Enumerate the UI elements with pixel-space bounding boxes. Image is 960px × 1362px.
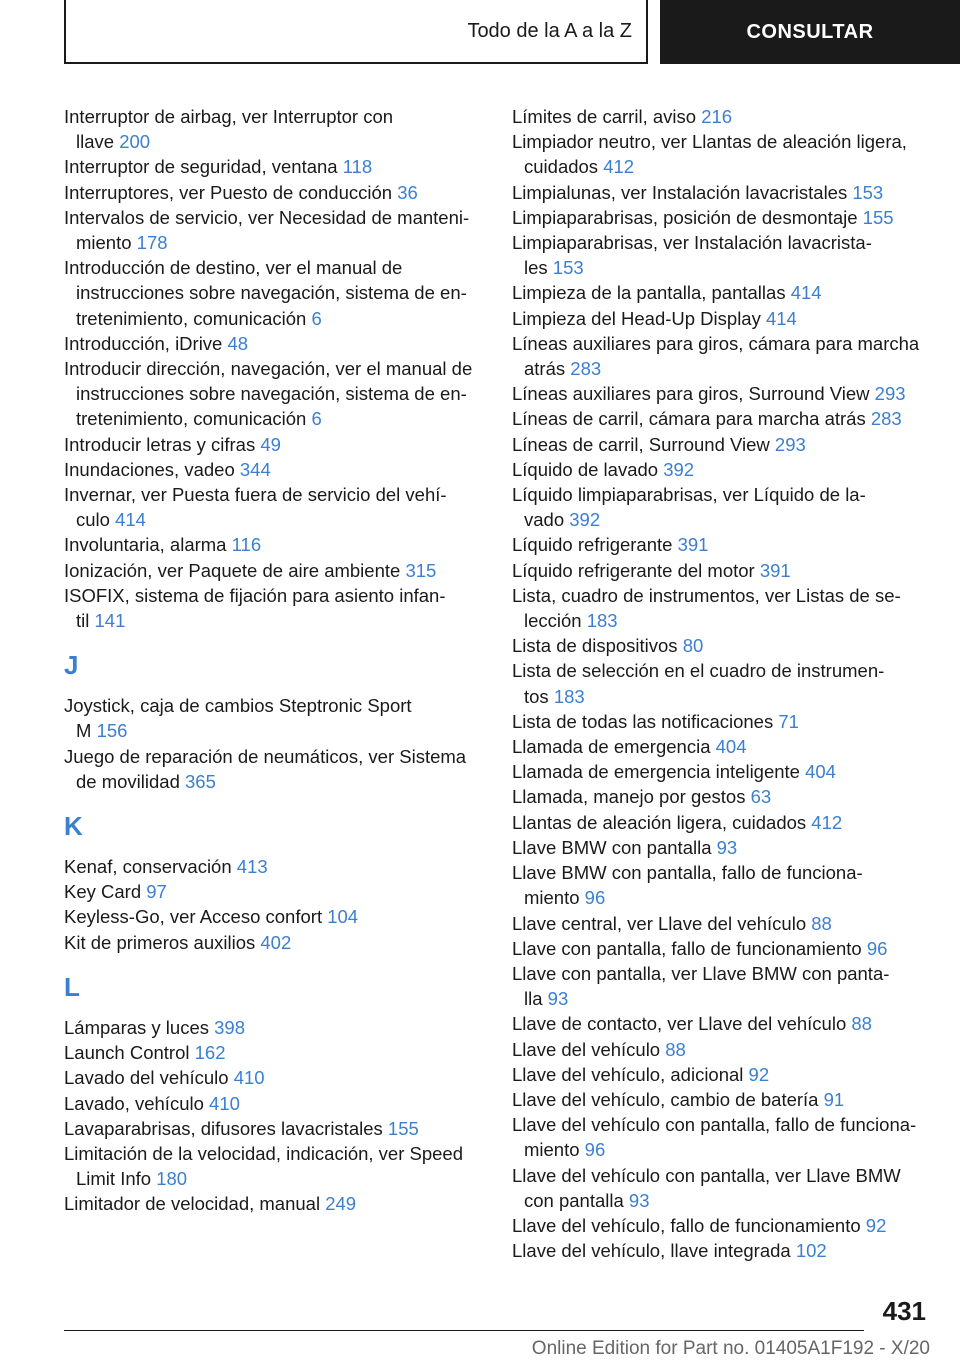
index-entry-text: Líneas auxiliares para giros, cámara para marcha atrás (512, 332, 920, 380)
index-entry (64, 1015, 484, 1040)
index-entry-text: Llave del vehículo, cambio de batería (512, 1088, 824, 1110)
page-reference-link[interactable]: 93 (547, 988, 569, 1010)
index-entry-text: Llave del vehículo con pantalla, fallo de funciona- miento (512, 1114, 917, 1161)
index-entry-text: Kit de primeros auxilios (64, 931, 261, 953)
index-entry-text: Introducción de destino, ver el manual de instrucciones sobre navegación, sistema de en- tretenimiento, comunicación (64, 257, 467, 329)
page-reference-link[interactable]: 391 (759, 559, 791, 581)
index-entry-text: Juego de reparación de neumáticos, ver Sistema de movilidad (64, 745, 467, 792)
page-reference-link[interactable]: 96 (584, 887, 606, 909)
index-entry-text: ISOFIX, sistema de fijación para asiento infan- til (64, 584, 446, 632)
index-entry (512, 734, 932, 759)
page-reference-link[interactable]: 155 (862, 206, 894, 228)
index-entry (512, 180, 932, 205)
index-entry (64, 1091, 484, 1116)
page-reference-link[interactable]: 200 (119, 131, 151, 153)
index-entry (512, 205, 932, 230)
index-entry-text: Lista, cuadro de instrumentos, ver Listas de se- lección (512, 584, 901, 632)
index-column-left (64, 104, 484, 1217)
index-entry-text: Límites de carril, aviso (512, 106, 702, 127)
index-entry-text: Lavado, vehículo (64, 1092, 210, 1114)
index-entry-text: Lista de dispositivos (512, 635, 683, 657)
index-entry-text: Líquido de lavado (512, 458, 664, 480)
page-reference-link[interactable]: 93 (716, 836, 738, 858)
page-reference-link[interactable]: 410 (233, 1067, 265, 1089)
page-reference-link[interactable]: 118 (342, 156, 373, 178)
index-entry (512, 104, 932, 129)
footer-edition-text: Online Edition for Part no. 01405A1F192 - X/20 (531, 1338, 930, 1359)
index-entry (64, 744, 484, 794)
page-reference-link[interactable]: 156 (96, 720, 128, 742)
page-reference-link[interactable]: 48 (227, 332, 249, 354)
index-entry (64, 205, 484, 255)
index-entry-text: Limitador de velocidad, manual (64, 1193, 326, 1215)
index-entry (512, 457, 932, 482)
index-entry-text: Limitación de la velocidad, indicación, ver Speed Limit Info (64, 1142, 464, 1190)
index-entry (64, 930, 484, 955)
index-entry-text: Líneas auxiliares para giros, Surround View (512, 383, 875, 405)
page-reference-link[interactable]: 404 (805, 761, 836, 783)
consultar-tab-label: CONSULTAR (746, 20, 874, 43)
index-entry (512, 280, 932, 305)
page-reference-link[interactable]: 183 (586, 610, 618, 632)
page-reference-link[interactable]: 392 (663, 458, 695, 480)
index-entry-text: Líneas de carril, cámara para marcha atrás (512, 408, 871, 430)
index-entry (64, 904, 484, 929)
index-entry-text: Líquido limpiaparabrisas, ver Líquido de la- vado (512, 484, 866, 531)
index-entry-text: Líneas de carril, Surround View (512, 433, 775, 455)
index-entry (512, 961, 932, 1011)
page-reference-link[interactable]: 398 (214, 1016, 245, 1038)
page-reference-link[interactable]: 365 (185, 770, 216, 792)
page-reference-link[interactable]: 92 (865, 1214, 887, 1236)
index-entry-text: Lavaparabrisas, difusores lavacristales (64, 1117, 388, 1139)
index-entry (512, 860, 932, 910)
index-entry (512, 1112, 932, 1162)
index-entry (512, 1062, 932, 1087)
index-entry (512, 129, 932, 179)
index-entry (512, 1037, 932, 1062)
index-entry-text: Limpiaparabrisas, posición de desmontaje (512, 206, 863, 228)
index-entry (512, 532, 932, 557)
page-reference-link[interactable]: 392 (569, 509, 601, 531)
index-entry-text: Interruptores, ver Puesto de conducción (64, 181, 398, 203)
index-entry-text: Llamada, manejo por gestos (512, 786, 751, 808)
index-entry (64, 104, 484, 154)
index-entry (64, 583, 484, 633)
page-reference-link[interactable]: 96 (866, 937, 888, 959)
index-entry-text: Llamada de emergencia (512, 736, 716, 758)
page-number: 431 (882, 1296, 926, 1326)
page-reference-link[interactable]: 414 (790, 282, 822, 304)
index-entry-text: Líquido refrigerante del motor (512, 559, 760, 581)
index-entry-text: Ionización, ver Paquete de aire ambiente (64, 559, 406, 581)
page-reference-link[interactable]: 391 (677, 534, 709, 556)
index-entry-text: Kenaf, conservación (64, 856, 237, 878)
index-entry (64, 532, 484, 557)
page-reference-link[interactable]: 178 (136, 232, 168, 254)
page-reference-link[interactable]: 402 (260, 931, 292, 953)
index-entry-text: Involuntaria, alarma (64, 534, 232, 556)
index-entry (512, 558, 932, 583)
index-entry-text: Llantas de aleación ligera, cuidados (512, 811, 812, 833)
index-letter-heading: L (64, 971, 80, 1002)
index-entry (512, 633, 932, 658)
index-entry (512, 709, 932, 734)
page-reference-link[interactable]: 216 (701, 106, 733, 127)
page-reference-link[interactable]: 93 (628, 1189, 650, 1211)
index-entry (512, 784, 932, 809)
page-reference-link[interactable]: 155 (387, 1117, 419, 1139)
page-reference-link[interactable]: 162 (194, 1042, 226, 1064)
page-reference-link[interactable]: 92 (748, 1063, 770, 1085)
index-entry (512, 1163, 932, 1213)
index-entry-text: Launch Control (64, 1042, 195, 1064)
page-reference-link[interactable]: 293 (874, 383, 906, 405)
index-entry-text: Keyless-Go, ver Acceso confort (64, 906, 328, 928)
index-entry (512, 1011, 932, 1036)
page-reference-link[interactable]: 6 (311, 408, 322, 430)
index-entry-text: Líquido refrigerante (512, 534, 678, 556)
index-entry-text: Limpiador neutro, ver Llantas de aleación ligera, cuidados (512, 131, 907, 178)
page-reference-link[interactable]: 410 (209, 1092, 240, 1114)
index-entry-text: Limpieza de la pantalla, pantallas (512, 282, 791, 304)
index-entry (64, 331, 484, 356)
index-entry (512, 381, 932, 406)
index-entry-text: Llamada de emergencia inteligente (512, 761, 806, 783)
page-reference-link[interactable]: 88 (811, 912, 832, 934)
index-entry (64, 1116, 484, 1141)
page-reference-link[interactable]: 414 (765, 307, 797, 329)
index-entry-text: Llave del vehículo, adicional (512, 1063, 749, 1085)
index-entry-text: Interruptor de airbag, ver Interruptor con llave (64, 106, 394, 153)
page-reference-link[interactable]: 102 (795, 1240, 827, 1262)
index-entry (64, 879, 484, 904)
index-entry-text: Introducir dirección, navegación, ver el manual de instrucciones sobre navegación, sistema de en- tretenimiento, comunicación (64, 358, 473, 430)
index-entry-text: Llave de contacto, ver Llave del vehículo (512, 1013, 852, 1035)
page-reference-link[interactable]: 283 (870, 408, 902, 430)
index-entry (512, 406, 932, 431)
index-entry (64, 482, 484, 532)
index-entry-text: Introducir letras y cifras (64, 433, 261, 455)
page-reference-link[interactable]: 104 (327, 906, 359, 928)
page-reference-link[interactable]: 36 (397, 181, 418, 203)
index-entry (512, 583, 932, 633)
index-entry (512, 1087, 932, 1112)
page-reference-link[interactable]: 414 (115, 509, 146, 531)
index-entry (512, 911, 932, 936)
index-entry-text: Interruptor de seguridad, ventana (64, 156, 343, 178)
footer-divider (64, 1330, 864, 1331)
index-entry (512, 1213, 932, 1238)
page-reference-link[interactable]: 97 (146, 881, 167, 903)
index-entry-text: Lámparas y luces (64, 1016, 215, 1038)
index-entry (512, 306, 932, 331)
index-entry-text: Key Card (64, 881, 147, 903)
index-entry (64, 1141, 484, 1191)
index-entry-text: Intervalos de servicio, ver Necesidad de manteni- miento (64, 206, 470, 254)
index-entry (64, 1191, 484, 1216)
index-entry-text: Lavado del vehículo (64, 1067, 234, 1089)
page-reference-link[interactable]: 180 (156, 1168, 188, 1190)
index-entry-text: Inundaciones, vadeo (64, 458, 240, 480)
index-entry-text: Lista de todas las notificaciones (512, 710, 779, 732)
index-entry-text: Joystick, caja de cambios Steptronic Sport M (64, 695, 412, 742)
index-entry (64, 558, 484, 583)
index-entry-text: Llave central, ver Llave del vehículo (512, 912, 812, 934)
index-entry-text: Llave del vehículo con pantalla, ver Llave BMW con pantalla (512, 1164, 901, 1211)
index-entry-text: Limpialunas, ver Instalación lavacristales (512, 181, 853, 203)
index-entry (512, 482, 932, 532)
page-reference-link[interactable]: 283 (570, 358, 602, 380)
index-entry (512, 810, 932, 835)
index-entry (512, 936, 932, 961)
index-entry-text: Llave con pantalla, ver Llave BMW con panta- lla (512, 962, 890, 1010)
index-entry (512, 432, 932, 457)
page-reference-link[interactable]: 116 (231, 534, 262, 556)
index-entry (64, 1040, 484, 1065)
index-entry-text: Introducción, iDrive (64, 332, 228, 354)
index-entry-text: Llave del vehículo, llave integrada (512, 1240, 796, 1262)
index-entry-text: Llave BMW con pantalla, fallo de funciona- miento (512, 862, 863, 909)
index-entry-text: Llave del vehículo, fallo de funcionamiento (512, 1214, 866, 1236)
page-reference-link[interactable]: 141 (94, 610, 126, 632)
page-reference-link[interactable]: 153 (552, 257, 584, 279)
index-entry (512, 658, 932, 708)
page-reference-link[interactable]: 63 (750, 786, 772, 808)
page-reference-link[interactable]: 293 (774, 433, 806, 455)
index-letter-heading: J (64, 650, 79, 681)
section-tab-label: Todo de la A a la Z (467, 19, 632, 42)
index-entry (512, 230, 932, 280)
index-entry (512, 331, 932, 381)
page-reference-link[interactable]: 49 (260, 433, 281, 455)
page-reference-link[interactable]: 404 (715, 736, 747, 758)
page-reference-link[interactable]: 96 (584, 1139, 606, 1161)
index-entry (512, 835, 932, 860)
index-entry (64, 255, 484, 331)
page-reference-link[interactable]: 88 (851, 1013, 872, 1035)
page-reference-link[interactable]: 413 (236, 856, 268, 878)
index-entry-text: Limpieza del Head-Up Display (512, 307, 766, 329)
page-reference-link[interactable]: 315 (405, 559, 437, 581)
index-entry-text: Limpiaparabrisas, ver Instalación lavacrista- les (512, 232, 872, 279)
index-entry (64, 356, 484, 432)
page-reference-link[interactable]: 412 (603, 156, 635, 178)
page-reference-link[interactable]: 6 (311, 307, 322, 329)
index-entry-text: Llave del vehículo (512, 1038, 666, 1060)
page-reference-link[interactable]: 183 (553, 685, 585, 707)
index-entry-text: Lista de selección en el cuadro de instrumen- tos (512, 660, 885, 707)
index-entry (64, 693, 484, 743)
index-entry (64, 432, 484, 457)
consultar-tab[interactable] (660, 0, 960, 64)
index-entry (512, 1238, 932, 1263)
index-entry (64, 180, 484, 205)
index-entry (512, 759, 932, 784)
page-reference-link[interactable]: 80 (682, 635, 704, 657)
page-reference-link[interactable]: 88 (665, 1038, 686, 1060)
page-reference-link[interactable]: 91 (823, 1088, 845, 1110)
page-reference-link[interactable]: 412 (811, 811, 843, 833)
index-entry (64, 854, 484, 879)
index-entry-text: Llave BMW con pantalla (512, 836, 717, 858)
section-tab[interactable] (64, 0, 648, 64)
index-column-right (512, 104, 932, 1263)
page-reference-link[interactable]: 71 (778, 710, 799, 732)
page-reference-link[interactable]: 344 (239, 458, 271, 480)
page-reference-link[interactable]: 153 (852, 181, 884, 203)
index-entry (64, 457, 484, 482)
index-entry-text: Llave con pantalla, fallo de funcionamiento (512, 937, 867, 959)
index-entry (64, 1065, 484, 1090)
index-letter-heading: K (64, 811, 83, 842)
index-entry (64, 154, 484, 179)
page-reference-link[interactable]: 249 (325, 1193, 357, 1215)
index-entry-text: Invernar, ver Puesta fuera de servicio del vehí- culo (64, 484, 447, 531)
